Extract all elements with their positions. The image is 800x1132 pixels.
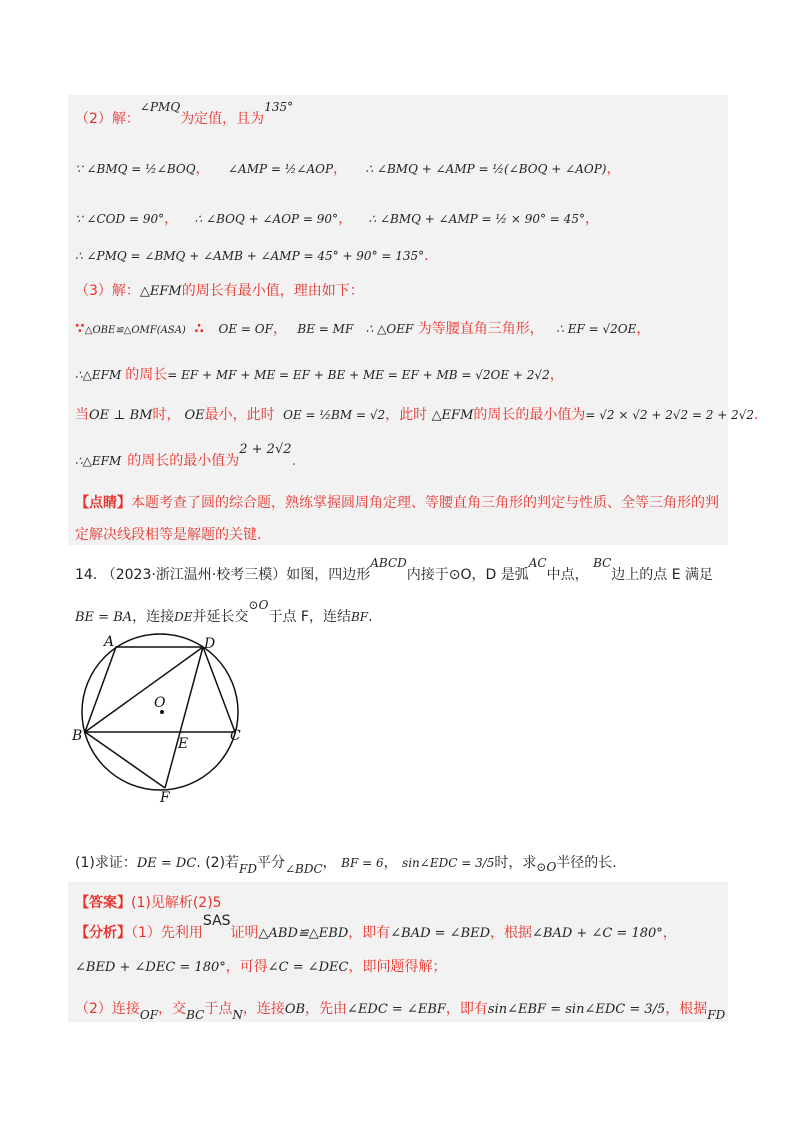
comment-line2: 定解决线段相等是解题的关键. [75,527,262,543]
analysis-line3: （2）连接OF，交BC于点N，连接OB，先由∠EDC = ∠EBF，即有sin∠EBF = sin∠EDC = 3/5，根据FD [75,1001,726,1022]
comment-line1: 【点睛】本题考查了圆的综合题，熟练掌握圆周角定理、等腰直角三角形的判定与性质、全等三角形的判 [75,495,719,511]
subq-line: (1)求证：DE = DC. (2)若FD平分∠BDC， BF = 6， sin∠EDC = 3/5时，求⊙O半径的长. [75,855,617,876]
part2-line1: ∵ ∠BMQ = ½∠BOQ， ∠AMP = ½∠AOP， ∴ ∠BMQ + ∠AMP = ½(∠BOQ + ∠AOP)， [75,161,621,177]
label-F: F [160,790,170,804]
segment-df [165,647,203,788]
analysis-line2: ∠BED + ∠DEC = 180°，可得∠C = ∠DEC，即问题得解； [75,959,447,975]
segment-bf [85,732,165,788]
quad-abcd [85,647,235,732]
label-B: B [72,728,83,744]
value-135: 135° [264,100,294,114]
label-E: E [178,736,189,752]
answer-line: 【答案】(1)见解析(2)5 [75,895,222,911]
part2-heading: （2）解：∠PMQ为定值，且为135° [75,100,294,127]
label-D: D [204,636,216,652]
analysis-line1: 【分析】（1）先利用SAS证明△ABD≌△EBD，即有∠BAD = ∠BED，根据∠BAD + ∠C = 180°， [75,913,677,941]
label-A: A [104,634,115,650]
part3-line4: ∴△EFM 的周长的最小值为2 + 2√2. [75,442,296,469]
label-O: O [154,695,166,711]
part3-line2: ∴△EFM 的周长= EF + MF + ME = EF + BE + ME = EF + MB = √2OE + 2√2， [75,367,564,383]
q14-line2: BE = BA，连接DE并延长交⊙O于点 F，连结BF. [75,598,373,625]
geometry-figure [64,628,264,804]
pmq-expr: ∠PMQ [139,100,181,114]
q14-line1: 14. （2023·浙江温州·校考三模）如图，四边形ABCD内接于⊙O，D 是弧AC中点， BC边上的点 E 满足 [75,556,714,583]
part3-heading: （3）解：△EFM的周长有最小值，理由如下： [75,283,364,299]
part3-line3: 当OE ⊥ BM时， OE最小，此时 OE = ½BM = √2，此时 △EFM的周长的最小值为= √2 × √2 + 2√2 = 2 + 2√2. [75,407,759,423]
part2-line2: ∵ ∠COD = 90°， ∴ ∠BOQ + ∠AOP = 90°， ∴ ∠BMQ + ∠AMP = ½ × 90° = 45°， [75,211,599,227]
label-C: C [230,728,241,744]
part2-line3: ∴ ∠PMQ = ∠BMQ + ∠AMB + ∠AMP = 45° + 90° = 135°. [75,248,429,264]
part3-line1: ∵△OBE≌△OMF(ASA) ∴ OE = OF， BE = MF ∴ △OEF 为等腰直角三角形， ∴ EF = √2OE， [75,321,651,337]
